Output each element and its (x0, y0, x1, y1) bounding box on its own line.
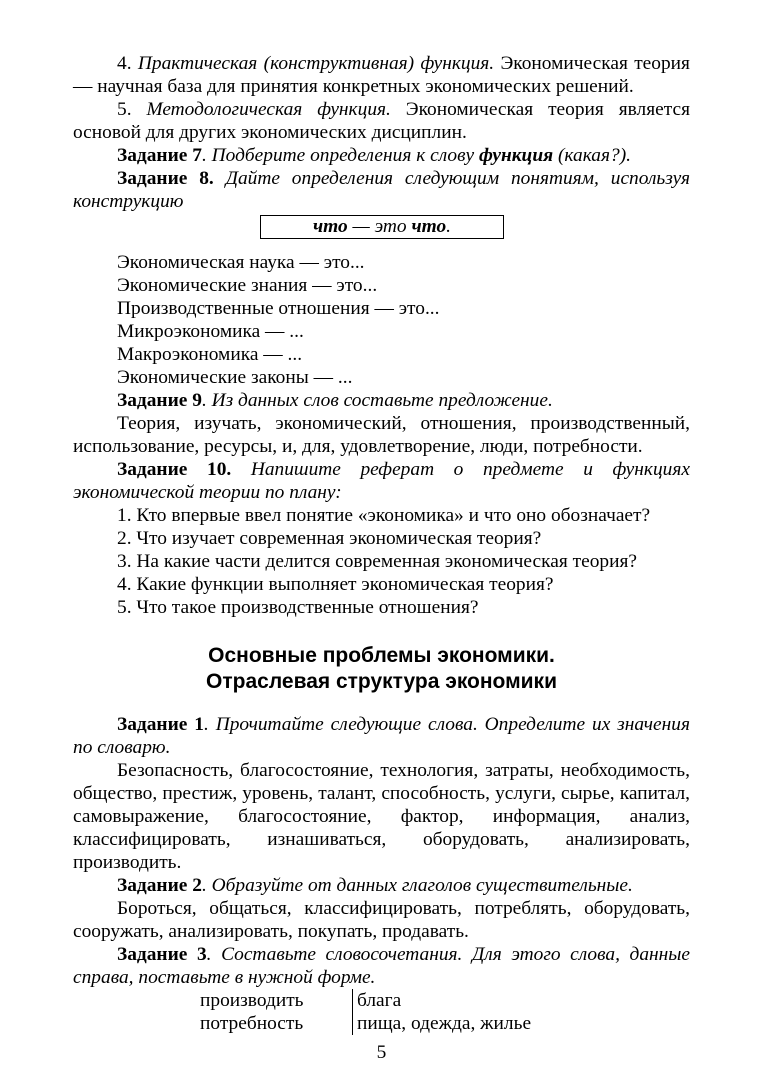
plan-item: 3. На какие части делится современная экономическая теория? (117, 551, 637, 572)
function-name: Практическая (конструктивная) функция. (137, 53, 495, 74)
task-label: Задание 7 (117, 145, 202, 166)
combo-right: блага (353, 989, 691, 1012)
word-combination-table (73, 989, 690, 1035)
function-4: 4. Практическая (конструктивная) функция. Экономическая теория — научная база для принятия конкретных экономических решений. (73, 53, 690, 97)
definition-item: Микроэкономика — ... (117, 321, 304, 342)
task-label: Задание 3 (117, 944, 207, 965)
task-label: Задание 10. (117, 459, 232, 480)
task-label: Задание 8. (117, 168, 214, 189)
section-title-line-1: Основные проблемы экономики. (208, 644, 555, 667)
section-title-line-2: Отраслевая структура экономики (206, 670, 557, 693)
page-number: 5 (376, 1042, 387, 1063)
task-7: Задание 7. Подберите определения к слову функция (какая?). (117, 145, 632, 166)
definition-item: Экономические законы — ... (117, 367, 353, 388)
task-8: Задание 8. Дайте определения следующим понятиям, используя конструкцию (73, 168, 690, 212)
construction-box: что — это что. (260, 215, 504, 239)
combo-left: производить (200, 990, 304, 1011)
task-label: Задание 1 (117, 714, 204, 735)
definition-item: Экономическая наука — это... (117, 252, 365, 273)
task-label: Задание 2 (117, 875, 202, 896)
section-task-1: Задание 1. Прочитайте следующие слова. Определите их значения по словарю. (73, 714, 690, 758)
section-task-3: Задание 3. Составьте словосочетания. Для этого слова, данные справа, поставьте в нужной форме. (73, 944, 691, 988)
construction-box-row (73, 213, 690, 241)
section-task-2: Задание 2. Образуйте от данных глаголов существительные. (117, 875, 633, 896)
plan-item: 5. Что такое производственные отношения? (117, 597, 479, 618)
combo-left: потребность (200, 1013, 304, 1034)
section-heading (73, 643, 690, 695)
definition-item: Производственные отношения — это... (117, 298, 440, 319)
plan-item: 4. Какие функции выполняет экономическая теория? (117, 574, 554, 595)
definition-item: Макроэкономика — ... (117, 344, 303, 365)
combo-right: пища, одежда, жилье (353, 1012, 691, 1035)
task-9-words: Теория, изучать, экономический, отношения, производственный, использование, ресурсы, и, для, удовлетворение, люди, потребности. (73, 413, 690, 457)
task-9: Задание 9. Из данных слов составьте предложение. (117, 390, 553, 411)
section-task-1-words: Безопасность, благосостояние, технология, затраты, необходимость, общество, престиж, уровень, талант, способность, услуги, сырье, капитал, самовыражение, благосостояние, фактор, информация, анализ, классифицировать, изнашиваться, оборудовать, анализировать, производить. (73, 760, 690, 873)
task-label: Задание 9 (117, 390, 202, 411)
plan-item: 1. Кто впервые ввел понятие «экономика» и что оно обозначает? (117, 505, 651, 526)
task-10: Задание 10. Напишите реферат о предмете и функциях экономической теории по плану: (73, 459, 690, 503)
text-column (73, 52, 690, 1035)
function-5: 5. Методологическая функция. Экономическая теория является основой для других экономических дисциплин. (73, 99, 690, 143)
table-row (73, 1012, 690, 1035)
plan-item: 2. Что изучает современная экономическая теория? (117, 528, 542, 549)
definition-item: Экономические знания — это... (117, 275, 378, 296)
table-row (73, 989, 690, 1012)
section-task-2-words: Бороться, общаться, классифицировать, потреблять, оборудовать, сооружать, анализировать, покупать, продавать. (73, 898, 690, 942)
function-name: Методологическая функция. (146, 99, 391, 120)
